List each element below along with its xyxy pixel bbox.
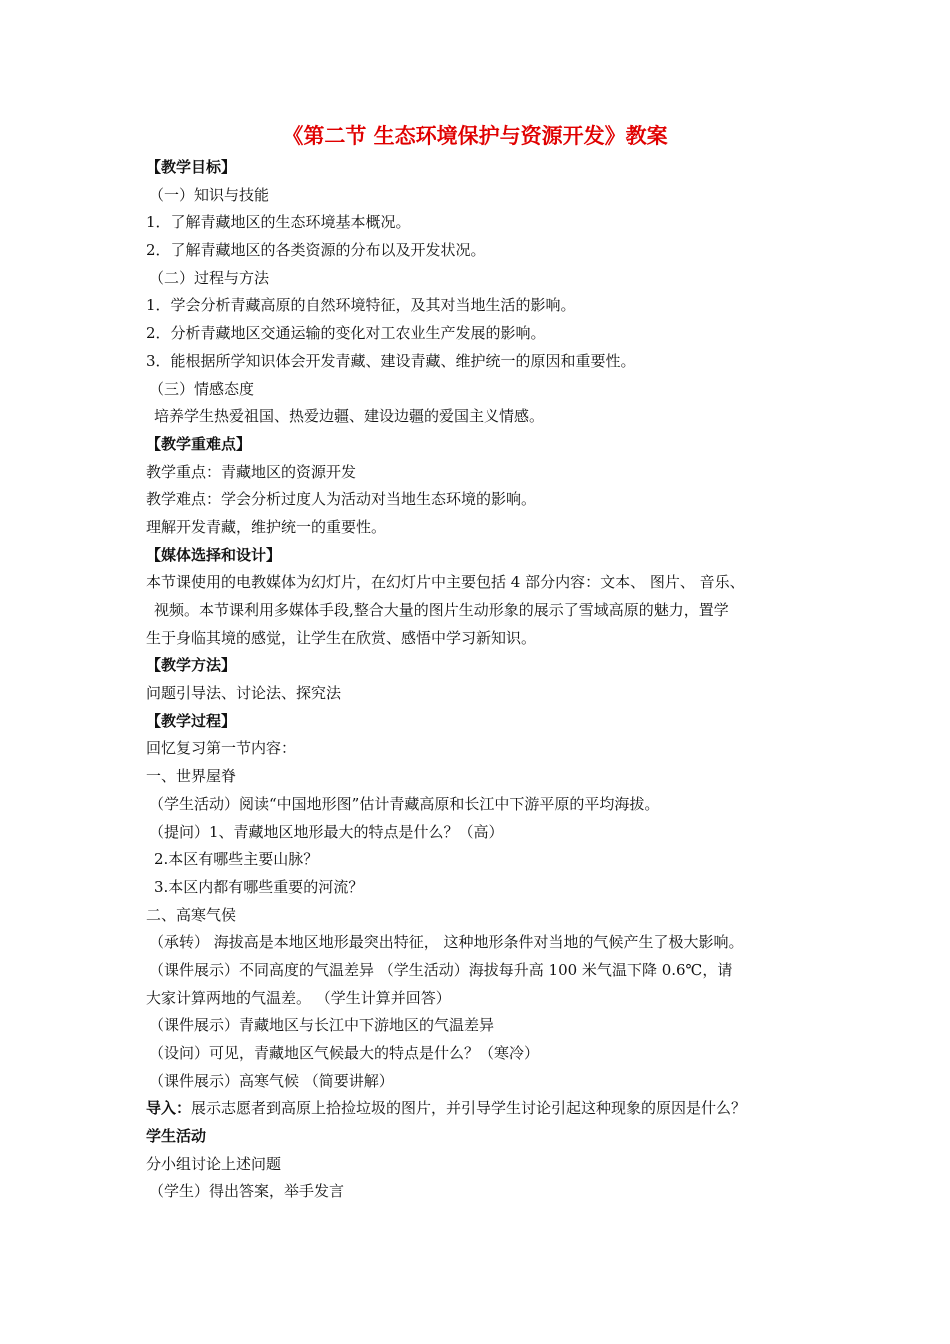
text-line: （三）情感态度 <box>149 379 255 398</box>
text-line: 二、高寒气侯 <box>146 905 237 924</box>
text-line: 一、世界屋脊 <box>146 767 237 786</box>
text-line: 生于身临其境的感觉，让学生在欣赏、感悟中学习新知识。 <box>146 628 537 647</box>
text-line: （课件展示）不同高度的气温差异 （学生活动）海拔每升高 100 米气温下降 0.6℃，请 <box>149 960 733 979</box>
text-line: （承转） 海拔高是本地区地形最突出特征， 这种地形条件对当地的气候产生了极大影响。 <box>149 933 744 952</box>
text-line: 3．能根据所学知识体会开发青藏、建设青藏、维护统一的原因和重要性。 <box>146 351 636 370</box>
text-line: 视频。本节课利用多媒体手段,整合大量的图片生动形象的展示了雪域高原的魅力，置学 <box>154 601 729 619</box>
text-line: （学生活动）阅读“中国地形图”估计青藏高原和长江中下游平原的平均海拔。 <box>149 794 660 813</box>
lead-text: 展示志愿者到高原上拾捡垃圾的图片，并引导学生讨论引起这种现象的原因是什么？ <box>191 1099 747 1118</box>
section-heading: 【教学目标】 <box>146 158 237 176</box>
text-line: 2．分析青藏地区交通运输的变化对工农业生产发展的影响。 <box>146 324 546 343</box>
text-line: 教学重点：青藏地区的资源开发 <box>146 462 357 481</box>
text-line: 2．了解青藏地区的各类资源的分布以及开发状况。 <box>146 241 486 260</box>
text-line: （二）过程与方法 <box>149 268 270 287</box>
section-heading: 【教学方法】 <box>146 656 237 675</box>
document-body <box>146 154 826 1206</box>
section-heading: 【教学过程】 <box>146 711 237 730</box>
text-line <box>146 1095 826 1123</box>
lead-label: 导入： <box>146 1099 192 1118</box>
text-line: （学生）得出答案，举手发言 <box>149 1182 345 1201</box>
text-line: 3.本区内都有哪些重要的河流？ <box>154 877 364 896</box>
text-line: 教学难点：学会分析过度人为活动对当地生态环境的影响。 <box>146 490 537 509</box>
text-line: 问题引导法、讨论法、探究法 <box>146 684 342 703</box>
text-line: （课件展示）高寒气候 （简要讲解） <box>149 1071 394 1090</box>
text-line: （一）知识与技能 <box>149 185 270 204</box>
text-line: 分小组讨论上述问题 <box>146 1154 282 1173</box>
section-heading: 【媒体选择和设计】 <box>146 545 282 564</box>
text-line: 大家计算两地的气温差。 （学生计算并回答） <box>146 988 451 1007</box>
section-heading: 学生活动 <box>146 1127 207 1146</box>
text-line: （提问）1、青藏地区地形最大的特点是什么？（高） <box>149 822 504 841</box>
text-line: （课件展示）青藏地区与长江中下游地区的气温差异 <box>149 1016 495 1035</box>
section-heading: 【教学重难点】 <box>146 434 252 453</box>
text-line: 1．学会分析青藏高原的自然环境特征，及其对当地生活的影响。 <box>146 296 576 315</box>
text-line: 本节课使用的电教媒体为幻灯片，在幻灯片中主要包括 4 部分内容：文本、 图片、 音乐、 <box>146 573 745 592</box>
text-line: 回忆复习第一节内容： <box>146 739 297 758</box>
document-title: 《第二节 生态环境保护与资源开发》教案 <box>282 124 668 148</box>
text-line: 理解开发青藏，维护统一的重要性。 <box>146 517 387 536</box>
text-line: 2.本区有哪些主要山脉？ <box>154 850 319 869</box>
text-line: 培养学生热爱祖国、热爱边疆、建设边疆的爱国主义情感。 <box>154 407 545 426</box>
text-line: （设问）可见，青藏地区气候最大的特点是什么？（寒冷） <box>149 1044 540 1062</box>
text-line: 1．了解青藏地区的生态环境基本概况。 <box>146 213 411 232</box>
